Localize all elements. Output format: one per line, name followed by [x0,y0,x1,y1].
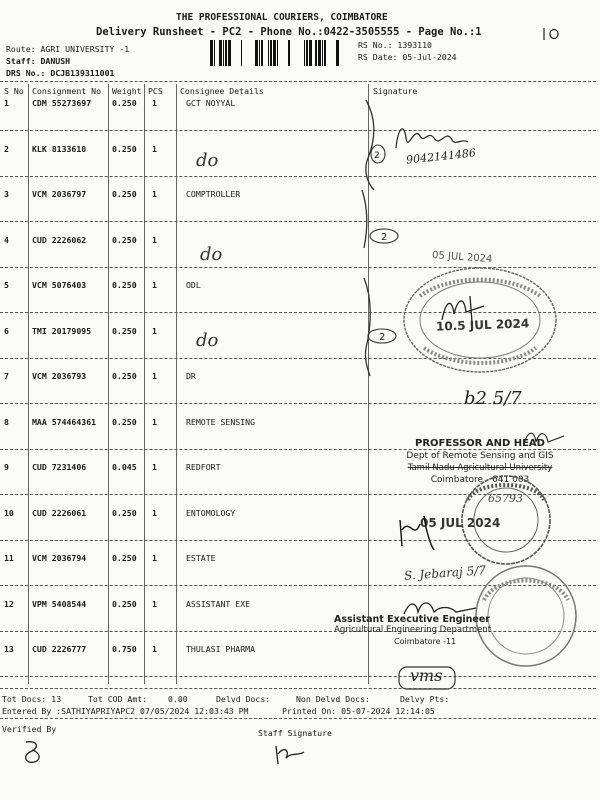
stamp-rs-line1: PROFESSOR AND HEAD [415,438,545,449]
row-sno: 10 [4,508,14,518]
company-title: THE PROFESSIONAL COURIERS, COIMBATORE [176,12,388,23]
row-consignee: ASSISTANT EXE [186,599,251,609]
row-pcs: 1 [152,235,157,245]
row-weight: 0.250 [112,553,137,563]
row-weight: 0.250 [112,98,137,108]
delivered-docs: Delvd Docs: [216,694,271,704]
row-weight: 0.250 [112,280,137,290]
row10-date: 05 JUL 2024 [420,516,501,530]
row-consignment: CDM 55273697 [32,98,92,108]
row-divider [0,676,596,677]
row-weight: 0.250 [112,189,137,199]
circled-two-1 [368,226,402,246]
row-weight: 0.250 [112,326,137,336]
row-consignment: VCM 2036794 [32,553,87,563]
row-sno: 11 [4,553,14,563]
row-pcs: 1 [152,371,157,381]
signature-phone: 9042141486 [405,146,477,167]
svg-text:2: 2 [379,332,386,343]
verified-by-label: Verified By [2,724,57,734]
stamp-ae-line1: Assistant Executive Engineer [334,614,490,625]
row-pcs: 1 [152,189,157,199]
non-delivered-docs: Non Delvd Docs: [296,694,370,704]
entered-by: Entered By :SATHIYAPRIYAPC2 07/05/2024 12:03:43 PM [2,706,249,716]
stamp-ae-line3: Coimbatore -11 [394,637,457,646]
row-weight: 0.250 [112,371,137,381]
total-cod-value: 0.00 [168,694,188,704]
row-sno: 13 [4,644,14,654]
row-weight: 0.250 [112,599,137,609]
svg-text:2: 2 [381,232,388,243]
row-pcs: 1 [152,508,157,518]
staff-label: Staff: DANUSH [6,56,71,66]
row-sno: 8 [4,417,9,427]
row-pcs: 1 [152,326,157,336]
row-pcs: 1 [152,553,157,563]
row-consignee: REDFORT [186,462,221,472]
printed-on: Printed On: 05-07-2024 12:14:05 [282,706,435,716]
col-sno: S No [4,86,24,96]
ditto-row2: do [196,150,219,171]
staff-signature [270,738,310,768]
row-consignee: COMPTROLLER [186,189,241,199]
rs-number: RS No.: 1393110 [358,40,432,50]
row-consignment: VCM 2036793 [32,371,87,381]
row-divider [0,221,596,222]
signature-row7: b2 5/7 [464,388,522,409]
signature-row9-num: 65793 [488,492,523,505]
col-consignment: Consignment No [32,86,102,96]
row-consignment: VCM 2036797 [32,189,87,199]
col-consignee: Consignee Details [180,86,264,96]
row-sno: 3 [4,189,9,199]
total-cod-label: Tot COD Amt: [88,694,148,704]
row-pcs: 1 [152,644,157,654]
signature-row12 [400,596,480,620]
odl-date-stamp: 10.5 JUL 2024 [435,316,530,334]
row-sno: 9 [4,462,9,472]
row-consignment: CUD 2226777 [32,644,87,654]
stamp-ae-line2: Agricultural Engineering Department [334,625,492,635]
row-divider [0,130,596,131]
odl-signature [436,292,496,326]
signature-row10 [396,510,446,554]
row-pcs: 1 [152,599,157,609]
row-consignment: CUD 2226062 [32,235,87,245]
row-pcs: 1 [152,144,157,154]
row-sno: 2 [4,144,9,154]
row-pcs: 1 [152,417,157,427]
row-consignee: ODL [186,280,201,290]
rs-date: RS Date: 05-Jul-2024 [358,52,457,62]
stamp-rs-line3: Tamil Nadu Agricultural University [407,463,553,473]
col-pcs: PCS [148,86,163,96]
staff-signature-label: Staff Signature [258,728,332,738]
row-consignee: THULASI PHARMA [186,644,256,654]
total-docs: Tot Docs: 13 [2,694,62,704]
drs-label: DRS No.: DCJB139311001 [6,68,115,78]
row-sno: 1 [4,98,9,108]
signature-row11: S. Jebaraj 5/7 [403,563,487,583]
barcode [208,40,350,70]
ditto-row4: do [200,244,223,265]
row-consignment: MAA 574464361 [32,417,97,427]
row-consignment: KLK 8133610 [32,144,87,154]
row-sno: 4 [4,235,9,245]
ditto-row6: do [196,330,219,351]
col-signature: Signature [373,86,418,96]
row-consignee: REMOTE SENSING [186,417,256,427]
stamp-rs-line4: Coimbatore - 641 003 [430,475,530,485]
row4-date: 05 JUL 2024 [431,249,493,266]
row-consignee: ENTOMOLOGY [186,508,236,518]
row-consignment: CUD 2226061 [32,508,87,518]
runsheet-title: Delivery Runsheet - PC2 - Phone No.:0422-3505555 - Page No.:1 [96,26,482,38]
verified-signature [18,736,48,766]
row-sno: 7 [4,371,9,381]
route-label: Route: AGRI UNIVERSITY -1 [6,44,130,54]
row-sno: 5 [4,280,9,290]
row-pcs: 1 [152,280,157,290]
circled-two-2 [366,326,400,346]
svg-text:2: 2 [374,151,380,161]
row-weight: 0.250 [112,508,137,518]
row-consignee: ESTATE [186,553,216,563]
col-weight: Weight [112,86,142,96]
row-sno: 6 [4,326,9,336]
signature-row8 [520,426,570,450]
corner-mark [540,24,562,46]
row-pcs: 1 [152,98,157,108]
row-consignee: GCT NOYYAL [186,98,236,108]
row-sno: 12 [4,599,14,609]
stamp-rs-line2: Dept of Remote Sensing and GIS [406,451,554,461]
signature-row13: vms [410,666,443,685]
row-consignee: DR [186,371,196,381]
delivery-points: Delvy Pts: [400,694,450,704]
row-consignment: CUD 7231406 [32,462,87,472]
row-divider [0,176,596,177]
row-pcs: 1 [152,462,157,472]
row-weight: 0.250 [112,235,137,245]
row-weight: 0.750 [112,644,137,654]
row-weight: 0.250 [112,144,137,154]
row-consignment: VPM 5408544 [32,599,87,609]
row-consignment: TMI 20179095 [32,326,92,336]
row-consignment: VCM 5076403 [32,280,87,290]
row-weight: 0.045 [112,462,137,472]
row-weight: 0.250 [112,417,137,427]
